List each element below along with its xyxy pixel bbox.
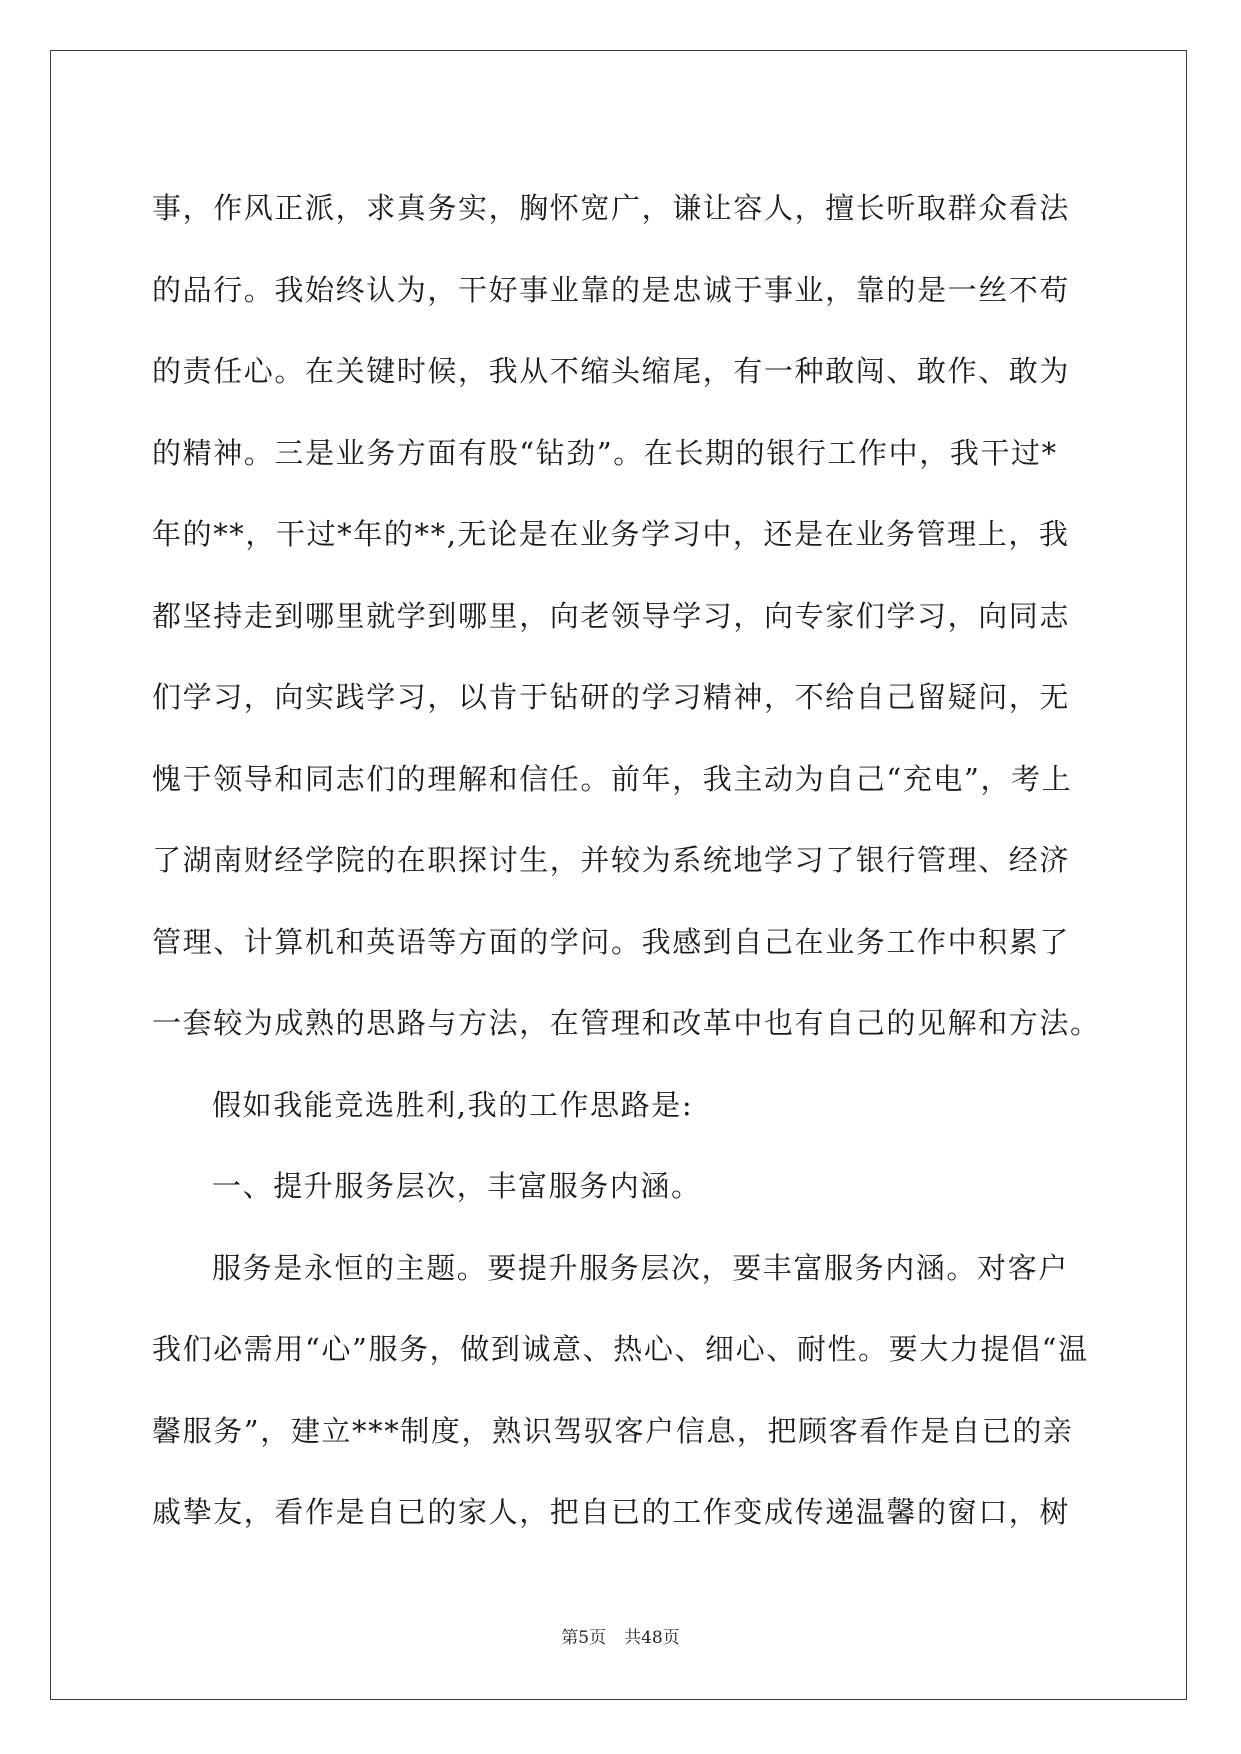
section-heading: 一、提升服务层次，丰富服务内涵。	[212, 1169, 702, 1203]
text-line: 一套较为成熟的思路与方法，在管理和改革中也有自己的见解和方法。	[152, 1006, 1101, 1040]
text-line: 愧于领导和同志们的理解和信任。前年，我主动为自己“充电”，考上	[152, 761, 1073, 796]
text-line: 了湖南财经学院的在职探讨生，并较为系统地学习了银行管理、经济	[152, 843, 1071, 877]
page-footer	[0, 1623, 1241, 1648]
paragraph-first-line: 假如我能竞选胜利,我的工作思路是:	[212, 1087, 694, 1122]
text-line: 戚挚友，看作是自已的家人，把自已的工作变成传递温馨的窗口，树	[152, 1495, 1071, 1529]
text-line: 的精神。三是业务方面有股“钻劲”。在长期的银行工作中，我干过*	[152, 435, 1058, 470]
text-line: 们学习，向实践学习，以肯于钻研的学习精神，不给自己留疑问，无	[152, 680, 1071, 714]
text-line: 事，作风正派，求真务实，胸怀宽广，谦让容人，擅长听取群众看法	[152, 191, 1071, 225]
text-line: 都坚持走到哪里就学到哪里，向老领导学习，向专家们学习，向同志	[152, 598, 1071, 633]
document-body	[152, 168, 1101, 1554]
text-line: 年的**，干过*年的**,无论是在业务学习中，还是在业务管理上，我	[152, 517, 1070, 551]
text-line: 馨服务”，建立***制度，熟识驾驭客户信息，把顾客看作是自已的亲	[152, 1413, 1074, 1448]
paragraph-first-line: 服务是永恒的主题。要提升服务层次，要丰富服务内涵。对客户	[212, 1250, 1069, 1285]
page-number: 第5页	[561, 1628, 607, 1648]
total-pages: 共48页	[624, 1628, 680, 1648]
text-line: 我们必需用“心”服务，做到诚意、热心、细心、耐性。要大力提倡“温	[152, 1332, 1089, 1366]
text-line: 管理、计算机和英语等方面的学问。我感到自己在业务工作中积累了	[152, 924, 1071, 959]
text-line: 的品行。我始终认为，干好事业靠的是忠诚于事业，靠的是一丝不苟	[152, 272, 1071, 307]
text-line: 的责任心。在关键时候，我从不缩头缩尾，有一种敢闯、敢作、敢为	[152, 354, 1071, 388]
